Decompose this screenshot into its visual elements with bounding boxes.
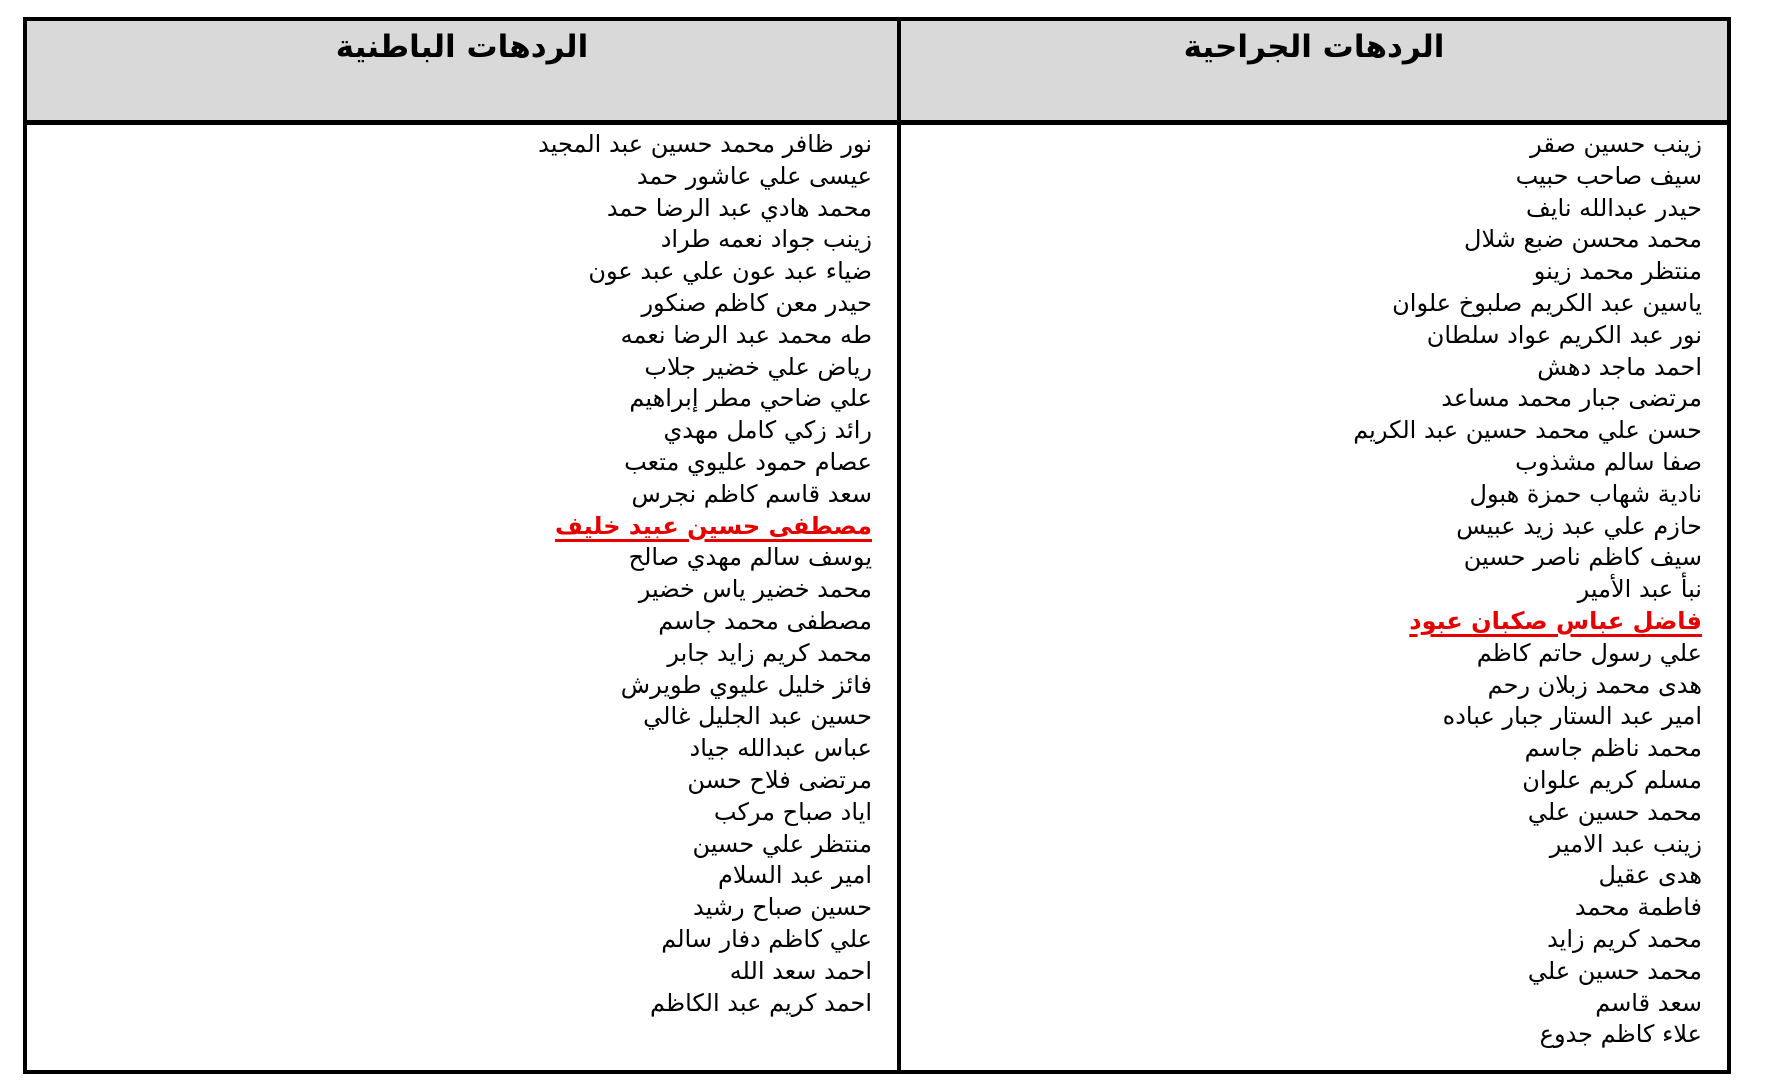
patient-name: نادية شهاب حمزة هبول [1469,479,1702,508]
patient-name: حازم علي عبد زيد عبيس [1456,511,1702,540]
patient-name: حيدر عبدالله نايف [1526,193,1702,222]
patient-name: عيسى علي عاشور حمد [636,161,872,190]
patient-name: سعد قاسم كاظم نجرس [631,479,872,508]
patient-name: سيف صاحب حبيب [1515,161,1702,190]
patient-name: مسلم كريم علوان [1522,765,1702,794]
patient-name: سعد قاسم [1595,988,1702,1017]
patient-name: علاء كاظم جدوع [1539,1020,1702,1049]
patient-name: مصطفى محمد جاسم [658,606,872,635]
patient-name: حسين صباح رشيد [693,893,872,922]
patient-name: منتظر محمد زينو [1533,257,1702,286]
header-internal-wards: الردهات الباطنية [335,29,589,65]
patient-name: اياد صباح مركب [713,797,872,826]
patient-name: صفا سالم مشذوب [1515,447,1702,476]
patient-name: محمد كريم زايد [1547,924,1702,953]
patient-name: عباس عبدالله جياد [689,734,872,763]
patient-name: محمد حسين علي [1527,797,1702,826]
patient-name: محمد خضير ياس خضير [638,575,872,604]
patient-name: محمد كريم زايد جابر [667,638,872,667]
patient-name: مرتضى فلاح حسن [687,765,872,794]
patient-name: سيف كاظم ناصر حسين [1463,543,1702,572]
patient-name: نبأ عبد الأمير [1577,575,1702,604]
patient-name: علي رسول حاتم كاظم [1476,638,1702,667]
patient-name: هدى عقيل [1598,861,1702,890]
patient-name: حيدر معن كاظم صنكور [641,288,872,317]
highlighted-patient-name: فاضل عباس صكبان عبود [1409,606,1702,635]
patient-name: علي كاظم دفار سالم [661,924,872,953]
surgical-names-column [897,125,1727,1070]
table-body-row [27,125,1727,1070]
patient-name: فاطمة محمد [1574,893,1702,922]
patient-name: احمد ماجد دهش [1537,352,1702,381]
patient-name: رائد زكي كامل مهدي [663,416,872,445]
patient-name: هدى محمد زبلان رحم [1487,670,1702,699]
patient-name: طه محمد عبد الرضا نعمه [620,320,872,349]
patient-name: منتظر علي حسين [692,829,872,858]
patient-name: احمد كريم عبد الكاظم [650,988,872,1017]
patient-name: احمد سعد الله [729,956,872,985]
patient-name: زينب عبد الامير [1549,829,1702,858]
table-header-row [27,21,1727,125]
header-surgical-wards: الردهات الجراحية [897,21,1727,120]
patient-name: امير عبد السلام [718,861,872,890]
patient-name: ياسين عبد الكريم صلبوخ علوان [1392,288,1702,317]
patient-name: ضياء عبد عون علي عبد عون [588,257,872,286]
patient-name: حسين عبد الجليل غالي [643,702,872,731]
patient-name: محمد محسن ضبع شلال [1464,225,1702,254]
patient-name: مرتضى جبار محمد مساعد [1441,384,1702,413]
patient-name: فائز خليل عليوي طويرش [620,670,872,699]
patient-name: حسن علي محمد حسين عبد الكريم [1353,416,1702,445]
patient-name: محمد حسين علي [1527,956,1702,985]
patient-name: محمد هادي عبد الرضا حمد [606,193,872,222]
wards-table [23,17,1731,1074]
patient-name: امير عبد الستار جبار عباده [1442,702,1702,731]
patient-name: زينب جواد نعمه طراد [660,225,872,254]
patient-name: نور عبد الكريم عواد سلطان [1426,320,1702,349]
patient-name: رياض علي خضير جلاب [644,352,872,381]
patient-name: علي ضاحي مطر إبراهيم [629,384,872,413]
patient-name: محمد ناظم جاسم [1524,734,1702,763]
patient-name: نور ظافر محمد حسين عبد المجيد [538,130,872,158]
patient-name: زينب حسين صقر [1530,130,1702,158]
patient-name: عصام حمود عليوي متعب [624,447,872,476]
patient-name: يوسف سالم مهدي صالح [628,543,872,572]
internal-names-column [27,125,897,1070]
highlighted-patient-name: مصطفى حسين عبيد خليف [555,511,872,540]
